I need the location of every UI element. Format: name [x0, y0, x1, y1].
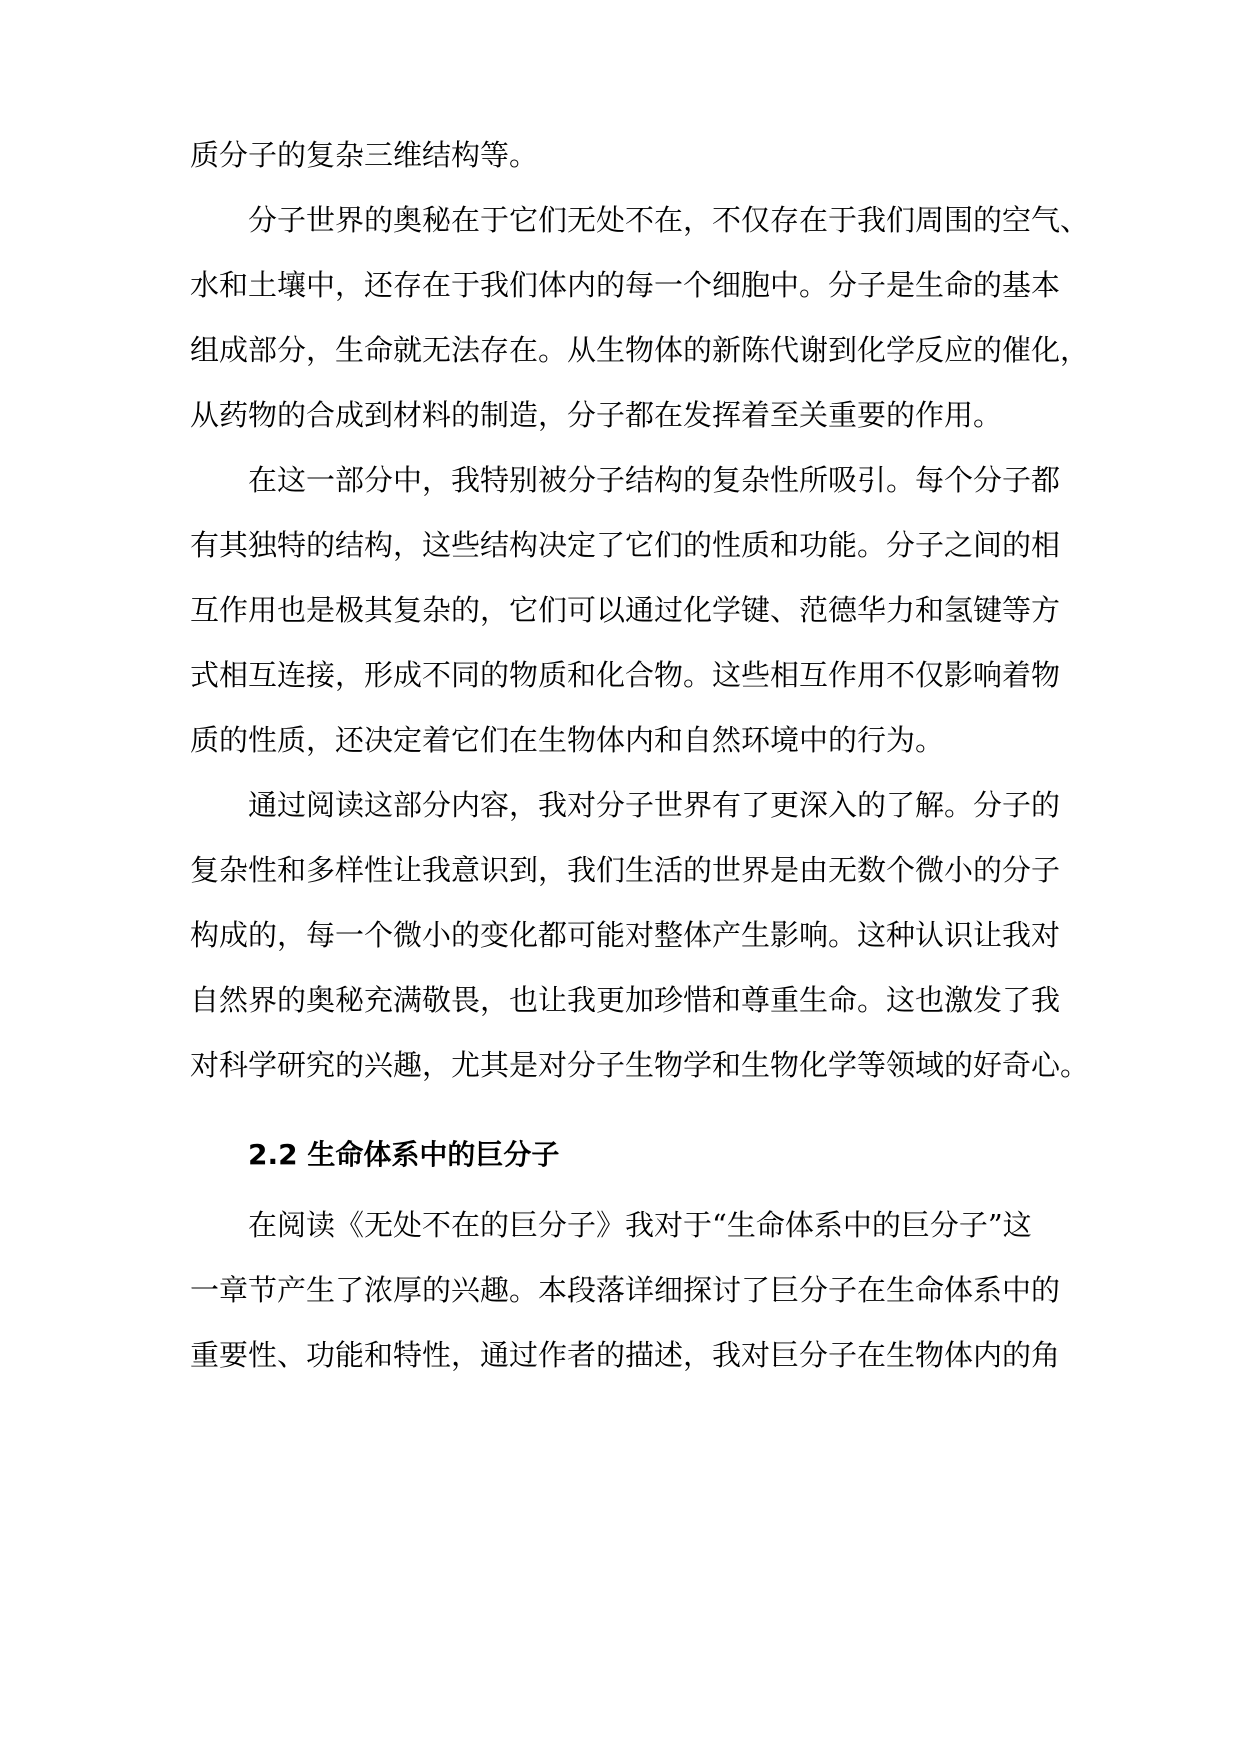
text-line: 重要性、功能和特性，通过作者的描述，我对巨分子在生物体内的角 [190, 1338, 1061, 1372]
text-line: 质分子的复杂三维结构等。 [190, 138, 539, 172]
text-line: 对科学研究的兴趣，尤其是对分子生物学和生物化学等领域的好奇心。 [190, 1048, 1090, 1082]
section-heading: 2.2 生命体系中的巨分子 [248, 1138, 560, 1171]
text-line: 一章节产生了浓厚的兴趣。本段落详细探讨了巨分子在生命体系中的 [190, 1273, 1061, 1307]
text-line: 式相互连接，形成不同的物质和化合物。这些相互作用不仅影响着物 [190, 658, 1061, 692]
text-line: 从药物的合成到材料的制造，分子都在发挥着至关重要的作用。 [190, 398, 1003, 432]
paragraph-first-line: 在这一部分中，我特别被分子结构的复杂性所吸引。每个分子都 [248, 463, 1061, 497]
text-line: 构成的，每一个微小的变化都可能对整体产生影响。这种认识让我对 [190, 918, 1061, 952]
paragraph-first-line: 通过阅读这部分内容，我对分子世界有了更深入的了解。分子的 [248, 788, 1061, 822]
text-line: 质的性质，还决定着它们在生物体内和自然环境中的行为。 [190, 723, 945, 757]
text-line: 有其独特的结构，这些结构决定了它们的性质和功能。分子之间的相 [190, 528, 1061, 562]
text-line: 组成部分，生命就无法存在。从生物体的新陈代谢到化学反应的催化， [190, 333, 1090, 367]
paragraph-first-line: 在阅读《无处不在的巨分子》我对于“生命体系中的巨分子”这 [248, 1208, 1032, 1242]
paragraph-first-line: 分子世界的奥秘在于它们无处不在，不仅存在于我们周围的空气、 [248, 203, 1090, 237]
text-line: 复杂性和多样性让我意识到，我们生活的世界是由无数个微小的分子 [190, 853, 1061, 887]
text-line: 水和土壤中，还存在于我们体内的每一个细胞中。分子是生命的基本 [190, 268, 1061, 302]
text-line: 自然界的奥秘充满敬畏，也让我更加珍惜和尊重生命。这也激发了我 [190, 983, 1061, 1017]
text-line: 互作用也是极其复杂的，它们可以通过化学键、范德华力和氢键等方 [190, 593, 1061, 627]
